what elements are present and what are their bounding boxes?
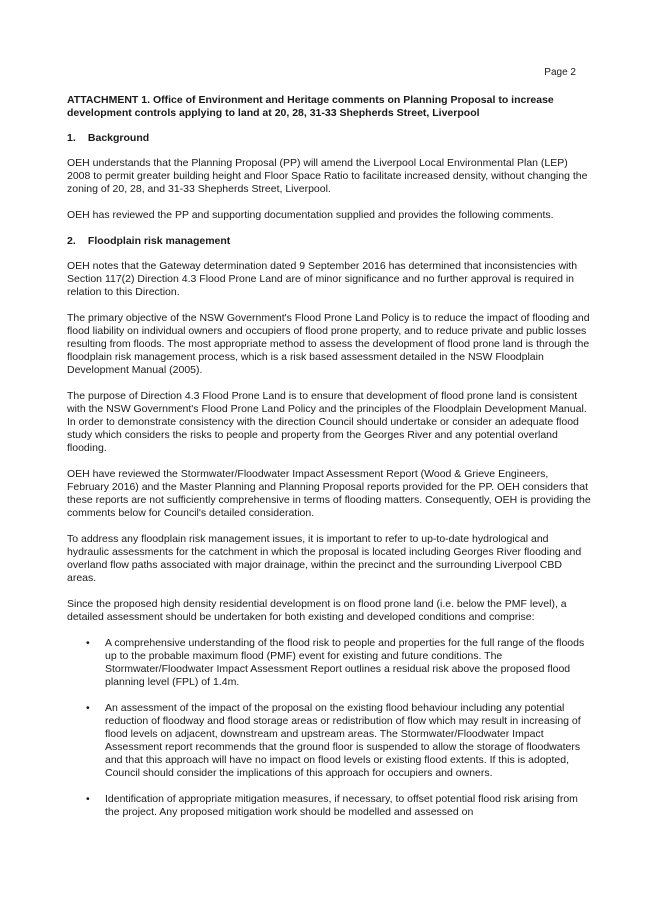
section-heading-floodplain [67, 235, 592, 248]
paragraph: OEH understands that the Planning Proposal (PP) will amend the Liverpool Local Environmental Plan (LEP) 2008 to permit greater building height and Floor Space Ratio to facilitate increased density, without changing the zoning of 20, 28, and 31-33 Shepherds Street, Liverpool. [67, 157, 588, 195]
section-heading-background [67, 132, 592, 145]
bullet-list [67, 637, 592, 819]
section-number: 2. [67, 235, 76, 247]
document-body [67, 94, 592, 832]
paragraph: Since the proposed high density residential development is on flood prone land (i.e. below the PMF level), a detailed assessment should be undertaken for both existing and developed conditions and comprise: [67, 598, 567, 623]
document-title: ATTACHMENT 1. Office of Environment and Heritage comments on Planning Proposal to increase development controls applying to land at 20, 28, 31-33 Shepherds Street, Liverpool [67, 94, 554, 119]
section-number: 1. [67, 132, 76, 144]
paragraph: To address any floodplain risk management issues, it is important to refer to up-to-date hydrological and hydraulic assessments for the catchment in which the proposal is located including Georges River flooding and overland flow paths associated with major drainage, within the precinct and the surrounding Liverpool CBD areas. [67, 533, 582, 584]
paragraph: OEH notes that the Gateway determination dated 9 September 2016 has determined that inconsistencies with Section 117(2) Direction 4.3 Flood Prone Land are of minor significance and no further approval is required in relation to this Direction. [67, 260, 578, 298]
bullet-icon: • [86, 637, 90, 649]
section-title: Floodplain risk management [87, 235, 231, 247]
bullet-icon: • [86, 702, 90, 714]
bullet-icon: • [86, 793, 90, 805]
paragraph: The purpose of Direction 4.3 Flood Prone Land is to ensure that development of flood prone land is consistent with the NSW Government's Flood Prone Land Policy and the principles of the Floodplain Development Manual. In order to demonstrate consistency with the direction Council should undertake or consider an adequate flood study which considers the risks to people and property from the Georges River and any potential overland flooding. [67, 390, 587, 454]
list-item [86, 702, 592, 780]
paragraph: OEH have reviewed the Stormwater/Floodwater Impact Assessment Report (Wood & Grieve Engineers, February 2016) and the Master Planning and Planning Proposal reports provided for the PP. OEH considers that these reports are not sufficiently comprehensive in terms of flooding matters. Consequently, OEH is providing the comments below for Council's detailed consideration. [67, 468, 591, 519]
paragraph: OEH has reviewed the PP and supporting documentation supplied and provides the following comments. [67, 209, 554, 221]
section-title: Background [87, 132, 150, 144]
list-item [86, 637, 592, 689]
list-item-text: An assessment of the impact of the proposal on the existing flood behaviour including any potential reduction of floodway and flood storage areas or redistribution of flow which may result in increasing of flood levels on adjacent, downstream and upstream areas. The Stormwater/Floodwater Impact Assessment report recommends that the ground floor is suspended to allow the storage of floodwaters and that this approach will have no impact on flood levels or existing flood extents. If this is adopted, Council should consider the implications of this approach for occupiers and owners. [105, 702, 581, 779]
paragraph: The primary objective of the NSW Government's Flood Prone Land Policy is to reduce the impact of flooding and flood liability on individual owners and occupiers of flood prone property, and to reduce private and public losses resulting from floods. The most appropriate method to assess the development of flood prone land is through the floodplain risk management process, which is a risk based assessment detailed in the NSW Floodplain Development Manual (2005). [67, 312, 590, 376]
page-number: Page 2 [544, 67, 576, 78]
list-item-text: A comprehensive understanding of the flood risk to people and properties for the full range of the floods up to the probable maximum flood (PMF) event for existing and future conditions. The Stormwater/Floodwater Impact Assessment Report outlines a residual risk above the proposed flood planning level (FPL) of 1.4m. [105, 637, 585, 688]
list-item-text: Identification of appropriate mitigation measures, if necessary, to offset potential flood risk arising from the project. Any proposed mitigation work should be modelled and assessed on [105, 793, 578, 818]
list-item [86, 793, 592, 819]
